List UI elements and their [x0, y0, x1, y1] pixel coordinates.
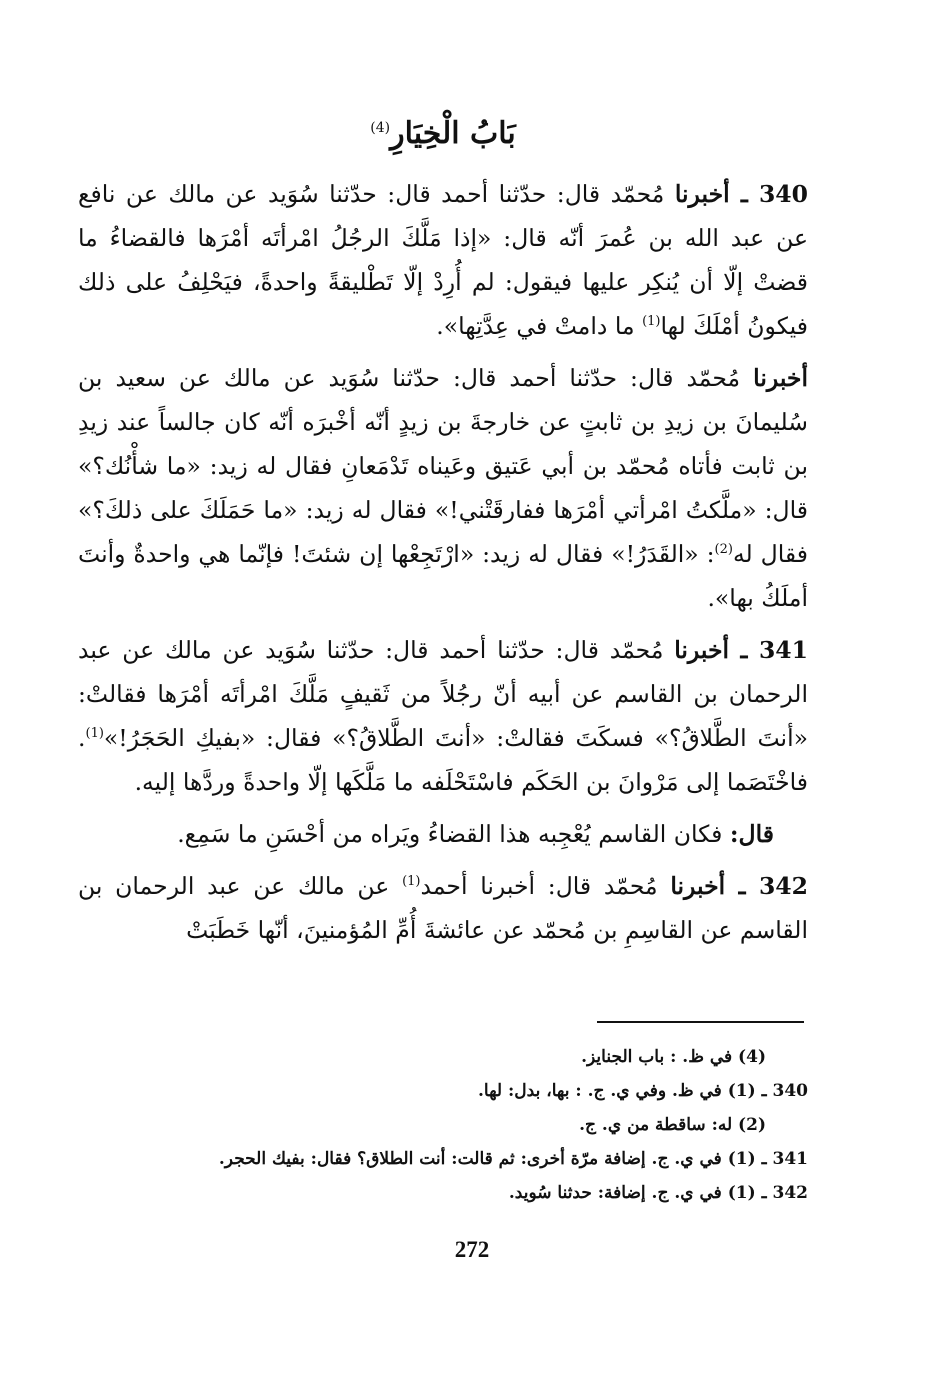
- footnote-chapter: (4) في ظ. : باب الجنايز.: [581, 1047, 766, 1067]
- hadith-340-second-chain: [78, 356, 808, 620]
- hadith-342-text: مُحمّد قال: أخبرنا أحمد: [420, 872, 671, 900]
- footnote-342-1: 342 ـ (1) في ي. ج. إضافة: حدثنا سُويد.: [508, 1183, 808, 1203]
- qasim-comment-lead: قال:: [729, 820, 774, 848]
- footnote-340-1: 340 ـ (1) في ظ. وفي ي. ج. : بها، بدل: لها.: [478, 1081, 808, 1101]
- footnote-separator: [597, 1021, 804, 1023]
- hadith-340: [78, 172, 808, 348]
- hadith-342-lead: 342 ـ أخبرنا: [670, 872, 808, 900]
- chapter-title: [78, 100, 808, 162]
- chapter-title-footnote-ref: (4): [370, 120, 391, 136]
- hadith-342-text-end: عن مالك عن عبد الرحمان بن القاسم عن القاسِمِ بن مُحمّد عن عائشةَ أُمِّ المُؤمنينَ، أنّها خَطَبَتْ: [78, 872, 808, 944]
- qasim-comment: [78, 812, 808, 856]
- hadith-342-footnote-ref: (1): [402, 874, 421, 890]
- hadith-341: [78, 628, 808, 804]
- hadith-341-text: مُحمّد قال: حدّثنا أحمد قال: حدّثنا سُوَيد عن مالك عن عبد الرحمان بن القاسم عن أبيه أنّ رجُلاً من ثَقيفٍ مَلَّكَ امْرأتَه أمْرَها فقالتْ: «أنتَ الطَّلاقُ؟» فسكَتَ فقالتْ: «أنتَ الطَّلاقُ؟» فقال: «بفيكِ الحَجَرُ!»: [78, 636, 808, 752]
- second-chain-lead: أخبرنا: [753, 364, 808, 392]
- second-chain-text-end: : «القَدَرُ!» فقال له زيد: «ارْتَجِعْها إن شئتَ! فإنّما هي واحدةٌ وأنتَ أملَكُ بها».: [78, 540, 808, 612]
- hadith-340-text: مُحمّد قال: حدّثنا أحمد قال: حدّثنا سُوَيد عن مالك عن نافع عن عبد الله بن عُمرَ أنّه قال: «إذا مَلَّكَ الرجُلُ امْرأتَه أمْرَها فالقضاءُ ما قضتْ إلّا أن يُنكِر عليها فيقول: لم أُرِدْ إلّا تَطْليقةً واحدةً، فيَحْلِفُ على ذلك فيكونُ أمْلَكَ لها: [78, 180, 808, 340]
- hadith-341-lead: 341 ـ أخبرنا: [674, 636, 809, 664]
- second-chain-text: مُحمّد قال: حدّثنا أحمد قال: حدّثنا سُوَيد عن مالك عن سعيد بن سُليمانَ بن زيدِ بن ثابتٍ عن خارجةَ بن زيدٍ أنّه أخْبرَه أنّه كان جالساً عند زيدِ بن ثابت فأتاه مُحمّد بن أبي عَتيق وعَيناه تَدْمَعانِ فقال له زيد: «ما شأْنُك؟» قال: «ملَّكتُ امْرأتي أمْرَها ففارقَتْني!» فقال له زيد: «ما حَمَلَكَ على ذلكَ؟» فقال له: [78, 364, 809, 568]
- hadith-340-lead: 340 ـ أخبرنا: [674, 180, 808, 208]
- qasim-comment-text: فكان القاسم يُعْجِبه هذا القضاءُ ويَراه من أحْسَنِ ما سَمِع.: [177, 820, 730, 848]
- hadith-342: [78, 864, 808, 952]
- footnotes: [100, 1040, 808, 1210]
- hadith-341-text-end: . فاخْتَصَما إلى مَرْوانَ بن الحَكَم فاسْتَحْلَفه ما مَلَّكَها إلّا واحدةً وردَّها إليه.: [78, 724, 808, 796]
- hadith-341-footnote-ref: (1): [85, 726, 104, 742]
- hadith-340-footnote-ref: (1): [642, 314, 661, 330]
- chapter-title-text: بَابُ الْخِيَارِ: [390, 116, 516, 151]
- page-body: [78, 100, 808, 960]
- footnote-340-2: (2) له: ساقطة من ي. ج.: [579, 1115, 766, 1135]
- page-number: 272: [454, 1237, 490, 1262]
- second-chain-footnote-ref: (2): [714, 542, 733, 558]
- footnote-341-1: 341 ـ (1) في ي. ج. إضافة مرّة أخرى: ثم قالت: أنت الطلاق؟ فقال: بفيك الحجر.: [218, 1149, 808, 1169]
- hadith-340-text-end: ما دامتْ في عِدَّتِها».: [436, 312, 643, 340]
